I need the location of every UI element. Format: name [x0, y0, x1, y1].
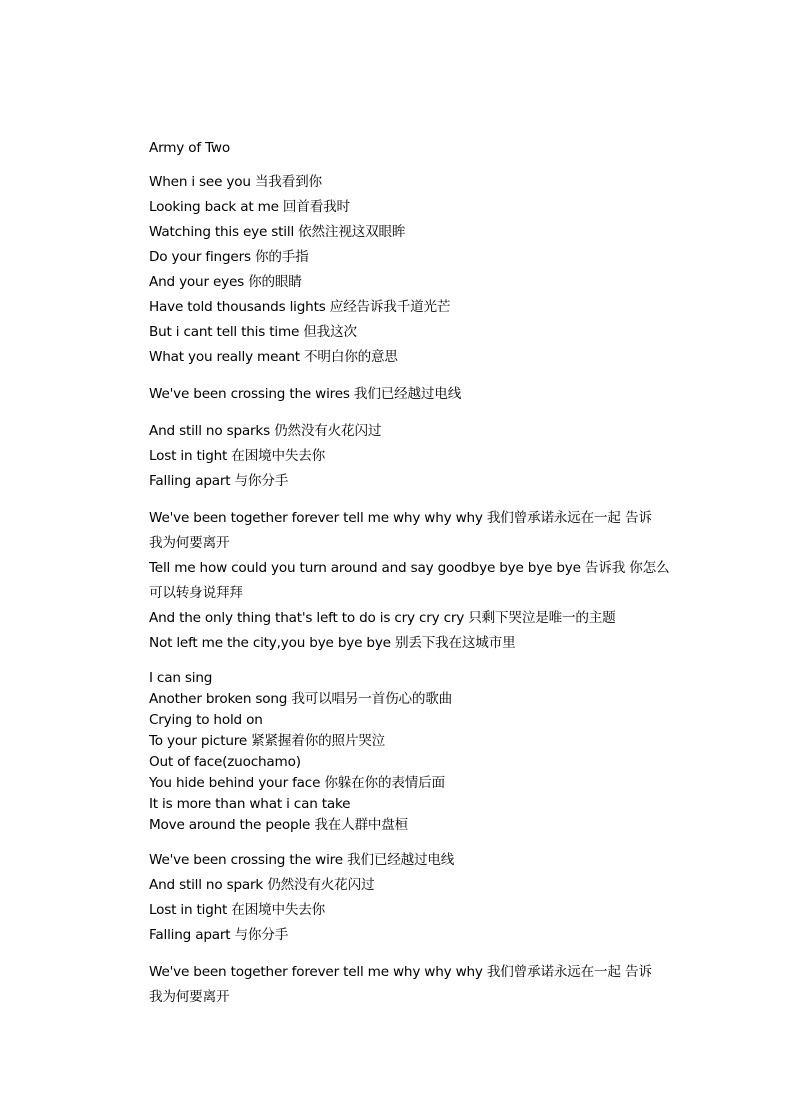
lyric-line: We've been crossing the wires 我们已经越过电线: [149, 386, 462, 402]
lyric-line: Falling apart 与你分手: [149, 473, 289, 489]
lyric-line: Move around the people 我在人群中盘桓: [149, 817, 409, 833]
lyric-line: Not left me the city,you bye bye bye 别丢下我在这城市里: [149, 635, 516, 651]
lyric-line: To your picture 紧紧握着你的照片哭泣: [149, 733, 386, 749]
lyric-line: Do your fingers 你的手指: [149, 249, 309, 265]
lyric-line: Watching this eye still 依然注视这双眼眸: [149, 224, 406, 240]
lyric-line: Crying to hold on: [149, 712, 263, 728]
lyric-line: And the only thing that's left to do is cry cry cry 只剩下哭泣是唯一的主题: [149, 610, 616, 626]
lyric-line: 可以转身说拜拜: [149, 585, 243, 601]
lyric-line: 我为何要离开: [149, 989, 230, 1005]
lyric-line: We've been together forever tell me why why why 我们曾承诺永远在一起 告诉: [149, 964, 652, 980]
lyric-line: And still no spark 仍然没有火花闪过: [149, 877, 375, 893]
lyric-line: We've been crossing the wire 我们已经越过电线: [149, 852, 455, 868]
lyric-line: I can sing: [149, 670, 213, 686]
chorus-2: [149, 960, 679, 1010]
chorus-1: [149, 506, 679, 656]
verse-2: [149, 668, 679, 836]
pre-chorus-1b: [149, 419, 679, 494]
lyric-line: Looking back at me 回首看我时: [149, 199, 350, 215]
pre-chorus-1a: [149, 382, 679, 407]
lyric-line: It is more than what i can take: [149, 796, 351, 812]
lyric-line: But i cant tell this time 但我这次: [149, 324, 357, 340]
lyric-line: You hide behind your face 你躲在你的表情后面: [149, 775, 445, 791]
lyric-line: And still no sparks 仍然没有火花闪过: [149, 423, 382, 439]
lyric-line: 我为何要离开: [149, 535, 230, 551]
lyric-line: Lost in tight 在困境中失去你: [149, 448, 326, 464]
lyric-line: And your eyes 你的眼睛: [149, 274, 302, 290]
lyric-line: Have told thousands lights 应经告诉我千道光芒: [149, 299, 451, 315]
document-page: [149, 138, 679, 1022]
verse-1: [149, 170, 679, 370]
pre-chorus-2: [149, 848, 679, 948]
lyric-line: Lost in tight 在困境中失去你: [149, 902, 326, 918]
song-title: Army of Two: [149, 140, 230, 156]
lyric-line: Out of face(zuochamo): [149, 754, 301, 770]
lyric-line: What you really meant 不明白你的意思: [149, 349, 398, 365]
lyric-line: When i see you 当我看到你: [149, 174, 322, 190]
lyric-line: Falling apart 与你分手: [149, 927, 289, 943]
lyric-line: Another broken song 我可以唱另一首伤心的歌曲: [149, 691, 453, 707]
lyric-line: We've been together forever tell me why why why 我们曾承诺永远在一起 告诉: [149, 510, 652, 526]
lyric-line: Tell me how could you turn around and say goodbye bye bye bye 告诉我 你怎么: [149, 560, 670, 576]
